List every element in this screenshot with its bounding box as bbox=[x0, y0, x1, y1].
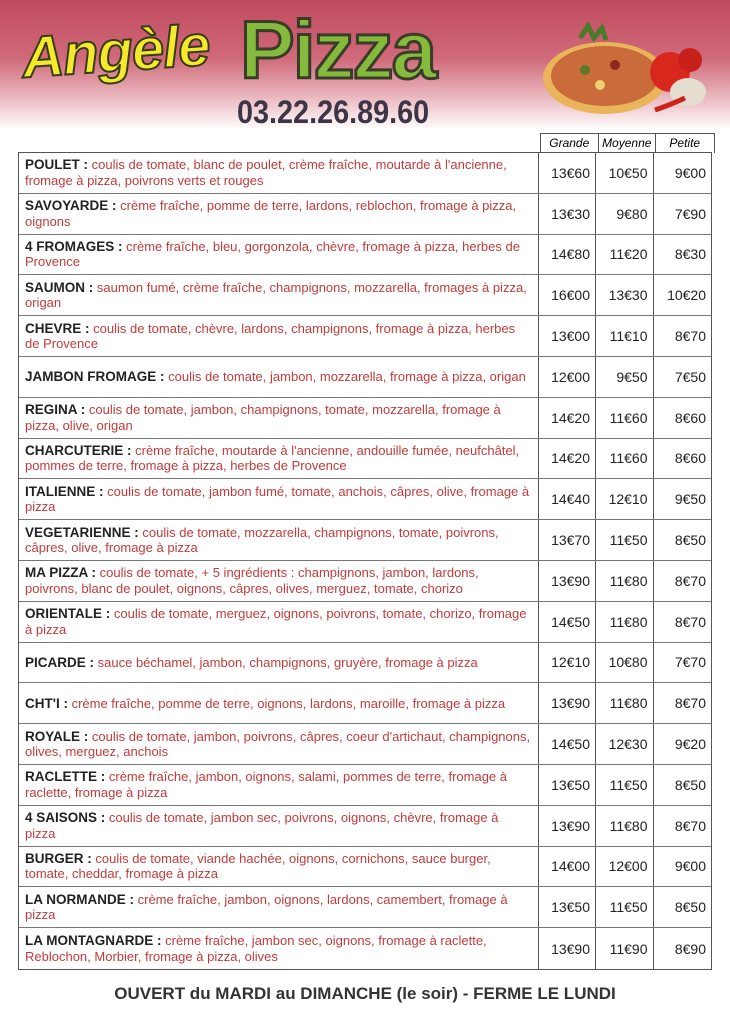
price-moyenne: 11€20 bbox=[596, 235, 654, 275]
menu-row bbox=[19, 357, 711, 398]
price-petite: 8€90 bbox=[674, 940, 706, 957]
pizza-name: ROYALE : bbox=[25, 728, 89, 744]
price-moyenne: 11€50 bbox=[596, 765, 654, 805]
menu-row bbox=[19, 602, 711, 643]
pizza-ingredients: sauce béchamel, jambon, champignons, gruyère, fromage à pizza bbox=[97, 654, 478, 670]
menu-table bbox=[18, 152, 712, 970]
pizza-name: ITALIENNE : bbox=[25, 483, 104, 499]
pizza-ingredients: coulis de tomate, jambon sec, poivrons, oignons, chèvre, fromage à pizza bbox=[25, 810, 499, 841]
pizza-description bbox=[19, 235, 539, 275]
price-grande: 13€90 bbox=[539, 806, 597, 846]
price-petite: 8€70 bbox=[674, 328, 706, 345]
menu-row bbox=[19, 683, 711, 724]
pizza-name: POULET : bbox=[25, 157, 88, 173]
col-moyenne: Moyenne bbox=[599, 134, 657, 153]
pizza-description bbox=[19, 520, 539, 560]
price-moyenne: 10€80 bbox=[596, 643, 654, 683]
pizza-ingredients: coulis de tomate, viande hachée, oignons, cornichons, sauce burger, tomate, cheddar, fromage à pizza bbox=[25, 850, 491, 882]
logo-angele: Angèle bbox=[19, 12, 212, 91]
price-petite: 10€20 bbox=[667, 287, 706, 304]
menu-row bbox=[19, 153, 711, 194]
pizza-name: ORIENTALE : bbox=[25, 606, 111, 622]
price-grande: 14€20 bbox=[539, 398, 597, 438]
col-grande: Grande bbox=[541, 134, 599, 153]
pizza-name: MA PIZZA : bbox=[25, 565, 96, 581]
pizza-ingredients: coulis de tomate, jambon, mozzarella, fromage à pizza, origan bbox=[168, 369, 526, 385]
pizza-name: SAUMON : bbox=[25, 279, 94, 295]
pizza-description bbox=[19, 847, 539, 887]
pizza-name: LA NORMANDE : bbox=[25, 891, 134, 907]
col-petite: Petite bbox=[669, 136, 701, 150]
price-petite: 8€50 bbox=[674, 776, 706, 793]
menu-row bbox=[19, 194, 711, 235]
pizza-name: BURGER : bbox=[25, 850, 92, 866]
price-grande: 14€80 bbox=[539, 235, 597, 275]
price-grande: 13€30 bbox=[539, 194, 597, 234]
price-moyenne: 11€60 bbox=[596, 398, 654, 438]
pizza-illustration-icon bbox=[540, 20, 710, 120]
pizza-description bbox=[19, 887, 539, 927]
menu-row bbox=[19, 887, 711, 928]
pizza-description bbox=[19, 316, 539, 356]
price-grande: 13€90 bbox=[539, 928, 597, 969]
pizza-name: RACLETTE : bbox=[25, 769, 106, 785]
price-petite: 8€30 bbox=[674, 246, 706, 263]
pizza-ingredients: crème fraîche, moutarde à l'ancienne, andouille fumée, neufchâtel, pommes de terre, fromage à pizza, herbes de Provence bbox=[25, 442, 520, 474]
price-grande: 13€60 bbox=[539, 153, 597, 193]
pizza-description bbox=[19, 928, 539, 969]
price-grande: 14€50 bbox=[539, 724, 597, 764]
menu-row bbox=[19, 398, 711, 439]
price-moyenne: 10€50 bbox=[596, 153, 654, 193]
menu-row bbox=[19, 847, 711, 888]
menu-row bbox=[19, 316, 711, 357]
pizza-description bbox=[19, 275, 539, 315]
menu-row bbox=[19, 724, 711, 765]
price-petite: 8€60 bbox=[674, 450, 706, 467]
pizza-description bbox=[19, 561, 539, 601]
price-petite: 8€70 bbox=[674, 613, 706, 630]
menu-row bbox=[19, 765, 711, 806]
pizza-ingredients: saumon fumé, crème fraîche, champignons, mozzarella, fromages à pizza, origan bbox=[25, 279, 527, 311]
price-moyenne: 11€10 bbox=[596, 316, 654, 356]
menu-row bbox=[19, 520, 711, 561]
pizza-description bbox=[19, 724, 539, 764]
pizza-name: VEGETARIENNE : bbox=[25, 524, 139, 540]
opening-hours: OUVERT du MARDI au DIMANCHE (le soir) - FERME LE LUNDI bbox=[114, 984, 616, 1003]
price-moyenne: 13€30 bbox=[596, 275, 654, 315]
pizza-ingredients: crème fraîche, pomme de terre, oignons, lardons, maroille, fromage à pizza bbox=[71, 695, 506, 711]
price-petite: 9€00 bbox=[674, 858, 706, 875]
menu-row bbox=[19, 275, 711, 316]
price-moyenne: 11€80 bbox=[596, 683, 654, 723]
menu-row bbox=[19, 806, 711, 847]
price-grande: 14€20 bbox=[539, 439, 597, 479]
pizza-name: CHEVRE : bbox=[25, 320, 90, 336]
logo-pizza: Pizza bbox=[240, 5, 436, 96]
pizza-name: CHARCUTERIE : bbox=[25, 442, 132, 458]
price-petite: 9€50 bbox=[674, 491, 706, 508]
price-grande: 13€50 bbox=[539, 887, 597, 927]
pizza-name: SAVOYARDE : bbox=[25, 198, 117, 214]
pizza-description bbox=[19, 479, 539, 519]
pizza-name: REGINA : bbox=[25, 402, 86, 418]
price-moyenne: 11€50 bbox=[596, 887, 654, 927]
price-grande: 13€00 bbox=[539, 316, 597, 356]
price-grande: 12€00 bbox=[539, 357, 597, 397]
pizza-name: LA MONTAGNARDE : bbox=[25, 933, 162, 949]
price-moyenne: 11€80 bbox=[596, 602, 654, 642]
price-moyenne: 12€10 bbox=[596, 479, 654, 519]
size-header bbox=[540, 133, 715, 153]
price-grande: 12€10 bbox=[539, 643, 597, 683]
price-petite: 8€50 bbox=[674, 532, 706, 549]
price-moyenne: 12€00 bbox=[596, 847, 654, 887]
price-grande: 14€40 bbox=[539, 479, 597, 519]
pizza-description bbox=[19, 194, 539, 234]
price-petite: 8€70 bbox=[674, 695, 706, 712]
price-grande: 14€50 bbox=[539, 602, 597, 642]
pizza-ingredients: coulis de tomate, jambon fumé, tomate, anchois, câpres, olive, fromage à pizza bbox=[25, 483, 530, 515]
pizza-description bbox=[19, 683, 539, 723]
pizza-ingredients: coulis de tomate, + 5 ingrédients : champignons, jambon, lardons, poivrons, blanc de poulet, oignons, câpres, olives, merguez, tomate, chorizo bbox=[25, 565, 479, 596]
price-grande: 13€70 bbox=[539, 520, 597, 560]
menu-row bbox=[19, 439, 711, 480]
menu-row bbox=[19, 928, 711, 969]
pizza-description bbox=[19, 439, 539, 479]
price-petite: 7€70 bbox=[674, 654, 706, 671]
price-petite: 7€90 bbox=[674, 205, 706, 222]
price-grande: 16€00 bbox=[539, 275, 597, 315]
menu-row bbox=[19, 479, 711, 520]
pizza-ingredients: coulis de tomate, mozzarella, champignons, tomate, poivrons, câpres, olive, fromage à pizza bbox=[25, 524, 499, 556]
price-moyenne: 12€30 bbox=[596, 724, 654, 764]
pizza-ingredients: coulis de tomate, merguez, oignons, poivrons, tomate, chorizo, fromage à pizza bbox=[25, 606, 527, 637]
price-moyenne: 11€60 bbox=[596, 439, 654, 479]
price-petite: 8€70 bbox=[674, 817, 706, 834]
pizza-description bbox=[19, 602, 539, 642]
pizza-ingredients: coulis de tomate, blanc de poulet, crème fraîche, moutarde à l'ancienne, fromage à pizza, poivrons verts et rouges bbox=[25, 157, 507, 188]
price-grande: 13€90 bbox=[539, 561, 597, 601]
pizza-ingredients: coulis de tomate, chèvre, lardons, champignons, fromage à pizza, herbes de Provence bbox=[25, 320, 516, 352]
price-petite: 9€00 bbox=[674, 164, 706, 181]
pizza-ingredients: coulis de tomate, jambon, champignons, tomate, mozzarella, fromage à pizza, olive, origan bbox=[25, 402, 501, 433]
pizza-name: 4 FROMAGES : bbox=[25, 238, 123, 254]
price-grande: 13€90 bbox=[539, 683, 597, 723]
pizza-name: PICARDE : bbox=[25, 654, 95, 670]
price-grande: 14€00 bbox=[539, 847, 597, 887]
price-moyenne: 11€50 bbox=[596, 520, 654, 560]
pizza-ingredients: crème fraîche, jambon, oignons, salami, pommes de terre, fromage à raclette, fromage à pizza bbox=[25, 769, 507, 800]
price-petite: 8€70 bbox=[674, 572, 706, 589]
pizza-description bbox=[19, 643, 539, 683]
pizza-description bbox=[19, 153, 539, 193]
price-moyenne: 11€80 bbox=[596, 806, 654, 846]
menu-row bbox=[19, 643, 711, 684]
price-moyenne: 9€50 bbox=[596, 357, 654, 397]
pizza-name: CHT'I : bbox=[25, 695, 68, 711]
pizza-ingredients: crème fraîche, jambon, oignons, lardons, camembert, fromage à pizza bbox=[25, 891, 508, 923]
price-petite: 8€60 bbox=[674, 409, 706, 426]
price-grande: 13€50 bbox=[539, 765, 597, 805]
pizza-description bbox=[19, 765, 539, 805]
menu-row bbox=[19, 561, 711, 602]
pizza-description bbox=[19, 806, 539, 846]
pizza-name: JAMBON FROMAGE : bbox=[25, 369, 165, 385]
pizza-ingredients: crème fraîche, jambon sec, oignons, fromage à raclette, Reblochon, Morbier, fromage à pizza, olives bbox=[25, 933, 487, 964]
pizza-description bbox=[19, 357, 539, 397]
price-petite: 7€50 bbox=[674, 368, 706, 385]
pizza-ingredients: coulis de tomate, jambon, poivrons, câpres, coeur d'artichaut, champignons, olives, merguez, anchois bbox=[25, 728, 531, 760]
price-petite: 9€20 bbox=[674, 736, 706, 753]
menu-row bbox=[19, 235, 711, 276]
pizza-description bbox=[19, 398, 539, 438]
price-moyenne: 9€80 bbox=[596, 194, 654, 234]
pizza-name: 4 SAISONS : bbox=[25, 810, 106, 826]
price-petite: 8€50 bbox=[674, 899, 706, 916]
pizza-ingredients: crème fraîche, bleu, gorgonzola, chèvre, fromage à pizza, herbes de Provence bbox=[25, 238, 520, 270]
price-moyenne: 11€90 bbox=[596, 928, 654, 969]
pizza-ingredients: crème fraîche, pomme de terre, lardons, reblochon, fromage à pizza, oignons bbox=[25, 198, 517, 229]
phone-number: 03.22.26.89.60 bbox=[237, 94, 430, 130]
price-moyenne: 11€80 bbox=[596, 561, 654, 601]
